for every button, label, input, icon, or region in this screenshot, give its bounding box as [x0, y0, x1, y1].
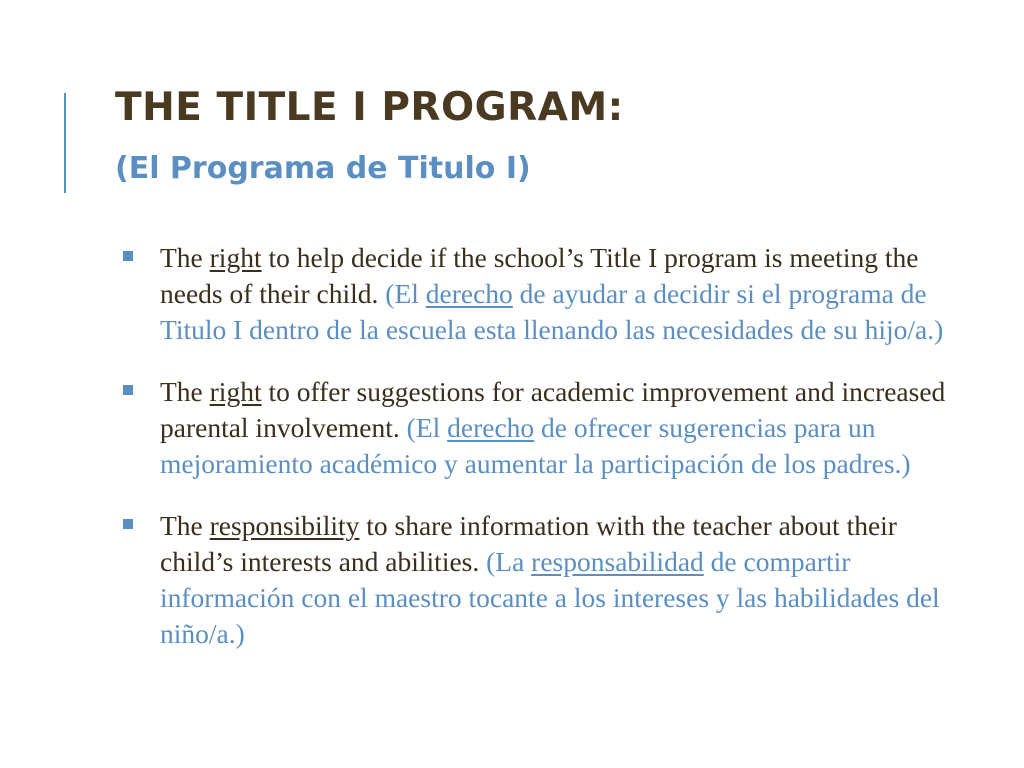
- title-accent-bar: [64, 93, 66, 193]
- bullet-keyword-en: responsibility: [209, 510, 360, 541]
- bullet-text-es-post: de compartir información con el maestro tocante a los intereses y las habilidades del niño/a.): [160, 546, 940, 649]
- bullet-item-right-to-decide: [120, 240, 960, 348]
- square-bullet-icon: [123, 251, 133, 261]
- bullet-text-es-pre: (El: [385, 278, 426, 309]
- bullet-keyword-es: derecho: [447, 412, 535, 443]
- bullet-item-right-to-suggest: [120, 374, 960, 482]
- slide-title: THE TITLE I PROGRAM:: [115, 85, 624, 130]
- bullet-text-es-post: de ayudar a decidir si el programa de Titulo I dentro de la escuela esta llenando las necesidades de su hijo/a.): [160, 278, 944, 345]
- bullet-text-en-post: to share information with the teacher about their child’s interests and abilities.: [160, 510, 897, 577]
- bullet-text-es-pre: (La: [486, 546, 532, 577]
- square-bullet-icon: [123, 519, 133, 529]
- bullet-text-en-pre: The: [160, 242, 210, 273]
- bullet-text-es-pre: (El: [406, 412, 448, 443]
- bullet-item-responsibility: [120, 508, 960, 652]
- bullet-text-en-post: to offer suggestions for academic improvement and increased parental involvement.: [160, 376, 946, 443]
- bullet-keyword-es: responsabilidad: [531, 546, 704, 577]
- bullet-text-en-post: to help decide if the school’s Title I program is meeting the needs of their child.: [160, 242, 919, 309]
- slide-subtitle: (El Programa de Titulo I): [115, 151, 531, 186]
- bullet-list: [120, 240, 960, 678]
- bullet-text-es-post: de ofrecer sugerencias para un mejoramiento académico y aumentar la participación de los padres.): [160, 412, 911, 479]
- bullet-keyword-es: derecho: [425, 278, 513, 309]
- square-bullet-icon: [123, 385, 133, 395]
- bullet-keyword-en: right: [209, 376, 262, 407]
- bullet-text-en-pre: The: [160, 376, 210, 407]
- bullet-keyword-en: right: [209, 242, 262, 273]
- bullet-text-en-pre: The: [160, 510, 210, 541]
